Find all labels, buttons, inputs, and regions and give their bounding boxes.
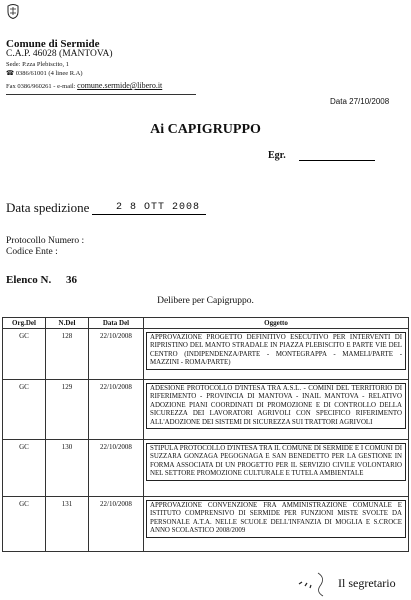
recipient-name-line (299, 160, 375, 161)
table-row (3, 497, 409, 552)
list-number: 36 (66, 274, 77, 286)
header-data-del: Data Del (89, 318, 144, 329)
table-row (3, 329, 409, 380)
row-object: STIPULA PROTOCOLLO D'INTESA TRA IL COMUNE DI SERMIDE E I COMUNI DI SUZZARA GONZAGA PEGOGNAGA E SAN BENEDETTO PER LA GESTIONE IN FORMA ASSOCIATA DI UN PROGETTO PER IL SERVIZIO CIVILE VOLONTARIO NEL SETTORE PROMOZIONE CULTURALE E TUTELA AMBIENTALE (146, 443, 406, 481)
row-org: GC (3, 440, 46, 497)
row-object-cell (144, 380, 409, 440)
municipal-crest-icon (6, 3, 20, 19)
row-object: APPROVAZIONE PROGETTO DEFINITIVO ESECUTIVO PER INTERVENTI DI RIPRISTINO DEL MANTO STRADALE IN PIAZZA PLEBISCITO E PARTE VIE DEL CENTRO (INDIPENDENZA/PARTE - MONTEGRAPPA - MAMELI/PARTE - MAZZINI - ROMA/PARTE) (146, 332, 406, 370)
contact-line (6, 82, 162, 91)
table-row (3, 380, 409, 440)
row-date: 22/10/2008 (89, 440, 144, 497)
row-org: GC (3, 329, 46, 380)
email-link[interactable]: comune.sermide@libero.it (77, 81, 163, 90)
entity-code-label: Codice Ente : (6, 247, 58, 257)
table-header-row (3, 318, 409, 329)
list-number-label: Elenco N. (6, 274, 52, 286)
phone-line (6, 70, 83, 78)
signature-mark-icon (296, 570, 330, 598)
row-object: ADESIONE PROTOCOLLO D'INTESA TRA A.S.L. - COMINI DEL TERRITORIO DI RIFERIMENTO - PROVINCIA DI MANTOVA - INAIL MANTOVA - RELATIVO ADOZIONE PIANI COORDINATI DI PROMOZIONE E DI CONTROLLO DELLA SICUREZZA DEI LAVORATORI AGRIVOLI CON SPECIFICO RIFERIMENTO ALL'ADOZIONE DEI SISTEMI DI SICUREZZA SUI TRATTORI AGRIVOLI (146, 383, 406, 429)
phone-number: 0386/61001 (4 linee R.A) (15, 70, 83, 77)
row-number: 130 (46, 440, 89, 497)
row-object-cell (144, 497, 409, 552)
row-object: APPROVAZIONE CONVENZIONE FRA AMMINISTRAZIONE COMUNALE E ISTITUTO COMPRENSIVO DI SERMIDE PER FUNZIONI MISTE SVOLTE DA PERSONALE A.T.A. NELLE SCUOLE DELL'INFANZIA DI MOGLIA E S.CROCE ANNO SCOLASTICO 2008/2009 (146, 500, 406, 538)
row-object-cell (144, 440, 409, 497)
list-subtitle: Delibere per Capigruppo. (157, 296, 254, 306)
signature-label: Il segretario (338, 576, 396, 590)
header-org-del: Org.Del (3, 318, 46, 329)
fax-label: Fax 0386/960261 - e-mail: (6, 83, 76, 90)
row-date: 22/10/2008 (89, 329, 144, 380)
deliberations-table (2, 317, 409, 552)
recipient-title: Ai CAPIGRUPPO (150, 122, 261, 137)
header-divider (6, 94, 196, 95)
row-org: GC (3, 497, 46, 552)
row-number: 128 (46, 329, 89, 380)
dispatch-date-line (92, 214, 206, 215)
postal-code-line: C.A.P. 46028 (MANTOVA) (6, 49, 113, 59)
address-line: Sede: P.zza Plebiscito, 1 (6, 61, 70, 68)
row-org: GC (3, 380, 46, 440)
header-n-del: N.Del (46, 318, 89, 329)
dispatch-date-label: Data spedizione (6, 200, 90, 215)
dispatch-date-stamp: 2 8 OTT 2008 (116, 202, 201, 213)
row-date: 22/10/2008 (89, 380, 144, 440)
row-date: 22/10/2008 (89, 497, 144, 552)
header-oggetto: Oggetto (144, 318, 409, 329)
table-row (3, 440, 409, 497)
row-number: 131 (46, 497, 89, 552)
row-number: 129 (46, 380, 89, 440)
egr-label: Egr. (268, 150, 286, 161)
protocol-number-label: Protocollo Numero : (6, 236, 85, 246)
row-object-cell (144, 329, 409, 380)
document-date: Data 27/10/2008 (330, 97, 390, 106)
phone-icon: ☎ (6, 70, 15, 77)
municipality-name: Comune di Sermide (6, 38, 100, 50)
